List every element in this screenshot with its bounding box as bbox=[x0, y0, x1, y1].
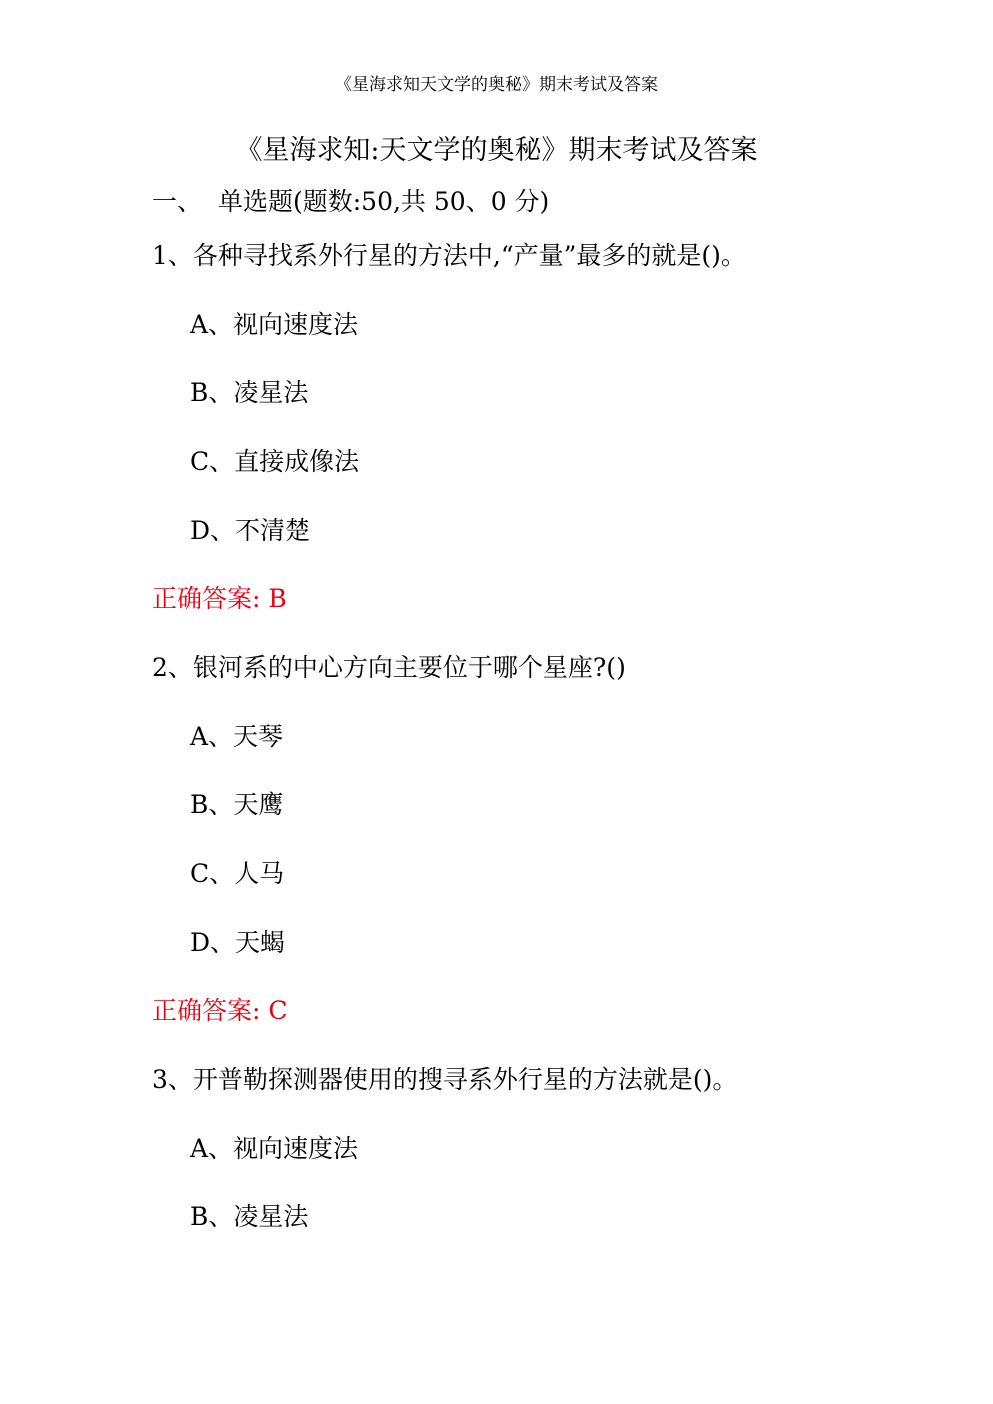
question-3-option-b: B、凌星法 bbox=[190, 1202, 309, 1231]
section-label: 单选题(题数:50,共 50、0 分) bbox=[218, 187, 550, 216]
answer-label: 正确答案: bbox=[152, 996, 261, 1025]
question-2-option-d: D、天蝎 bbox=[190, 928, 286, 957]
answer-label: 正确答案: bbox=[152, 584, 261, 613]
question-2-text: 2、银河系的中心方向主要位于哪个星座?() bbox=[152, 653, 626, 682]
page-header: 《星海求知天文学的奥秘》期末考试及答案 bbox=[335, 75, 658, 95]
question-2-option-b: B、天鹰 bbox=[190, 790, 284, 819]
question-1-text: 1、各种寻找系外行星的方法中,“产量”最多的就是()。 bbox=[152, 241, 746, 270]
question-1-option-b: B、凌星法 bbox=[190, 378, 309, 407]
document-title: 《星海求知:天文学的奥秘》期末考试及答案 bbox=[235, 135, 758, 166]
section-number: 一、 bbox=[152, 187, 203, 216]
answer-value: C bbox=[268, 996, 288, 1025]
question-1-answer bbox=[152, 579, 287, 615]
answer-value: B bbox=[268, 584, 287, 613]
question-1-option-a: A、视向速度法 bbox=[190, 310, 359, 339]
question-1-option-c: C、直接成像法 bbox=[190, 447, 360, 476]
question-2-option-a: A、天琴 bbox=[190, 722, 284, 751]
question-2-answer bbox=[152, 991, 288, 1027]
question-2-option-c: C、人马 bbox=[190, 859, 285, 888]
question-3-text: 3、开普勒探测器使用的搜寻系外行星的方法就是()。 bbox=[152, 1065, 738, 1094]
question-1-option-d: D、不清楚 bbox=[190, 516, 311, 545]
question-3-option-a: A、视向速度法 bbox=[190, 1134, 359, 1163]
section-heading bbox=[152, 182, 549, 218]
